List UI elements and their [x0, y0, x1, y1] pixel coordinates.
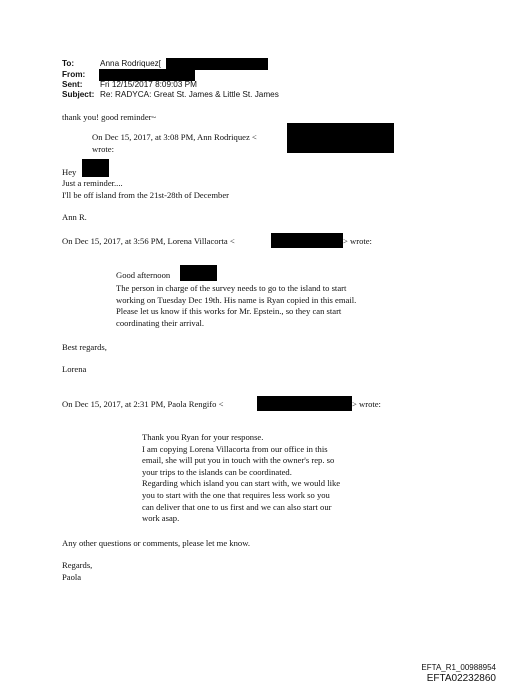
- message2-line: Please let us know if this works for Mr. Epstein., so they can start: [116, 306, 342, 317]
- quote3-wrote: > wrote:: [352, 399, 381, 409]
- redaction-block: [180, 265, 217, 281]
- message3-line: can deliver that one to us first and we can also start our: [142, 501, 332, 512]
- message2-signoff: Lorena: [62, 364, 87, 374]
- from-label: From:: [62, 70, 86, 79]
- message2-greeting: Good afternoon: [116, 270, 171, 280]
- message3-line: work asap.: [142, 513, 180, 524]
- message3-followup: Any other questions or comments, please let me know.: [62, 538, 250, 548]
- quote2-wrote: > wrote:: [343, 236, 372, 246]
- to-label: To:: [62, 59, 75, 68]
- reply-line: thank you! good reminder~: [62, 112, 157, 122]
- redaction-block: [257, 396, 352, 411]
- message3-line: your trips to the islands can be coordinated.: [142, 466, 292, 477]
- redaction-block: [82, 159, 109, 177]
- subject-label: Subject:: [62, 90, 95, 99]
- bates-number-stamp: EFTA02232860: [426, 673, 496, 684]
- sent-label: Sent:: [62, 80, 83, 89]
- sent-value: Fri 12/15/2017 8:09:03 PM: [100, 80, 197, 89]
- message3-line: I am copying Lorena Villacorta from our office in this: [142, 443, 328, 454]
- message3-signoff: Paola: [62, 572, 82, 582]
- message3-line: you to start with the one that requires less work so you: [142, 489, 330, 500]
- message3-line: Regarding which island you can start with, we would like: [142, 478, 341, 489]
- subject-value: Re: RADYCA: Great St. James & Little St. James: [100, 90, 279, 99]
- message1-greeting: Hey: [62, 167, 77, 177]
- message1-body: [62, 178, 229, 201]
- message1-signoff: Ann R.: [62, 212, 87, 222]
- redaction-block: [287, 123, 394, 153]
- message2-body: [116, 283, 356, 329]
- message2-line: working on Tuesday Dec 19th. His name is Ryan copied in this email.: [116, 294, 357, 305]
- quote1-attribution: On Dec 15, 2017, at 3:08 PM, Ann Rodriquez <: [92, 132, 257, 142]
- quote1-wrote: wrote:: [92, 144, 114, 154]
- message3-body: [142, 432, 340, 525]
- quote2-attribution: On Dec 15, 2017, at 3:56 PM, Lorena Villacorta <: [62, 236, 235, 246]
- document-id-stamp: EFTA_R1_00988954: [421, 663, 496, 672]
- message2-closing: Best regards,: [62, 342, 107, 352]
- to-value: Anna Rodriquez[: [100, 59, 161, 68]
- message1-line: Just a reminder....: [62, 178, 123, 188]
- message2-line: coordinating their arrival.: [116, 317, 205, 328]
- redaction-block: [271, 233, 343, 248]
- message2-line: The person in charge of the survey needs to go to the island to start: [116, 283, 347, 293]
- message3-line: Thank you Ryan for your response.: [142, 432, 264, 442]
- message1-line: I'll be off island from the 21st-28th of December: [62, 189, 230, 200]
- message3-line: email, she will put you in touch with the owner's rep. so: [142, 455, 335, 466]
- quote3-attribution: On Dec 15, 2017, at 2:31 PM, Paola Rengifo <: [62, 399, 224, 409]
- message3-closing: Regards,: [62, 560, 93, 570]
